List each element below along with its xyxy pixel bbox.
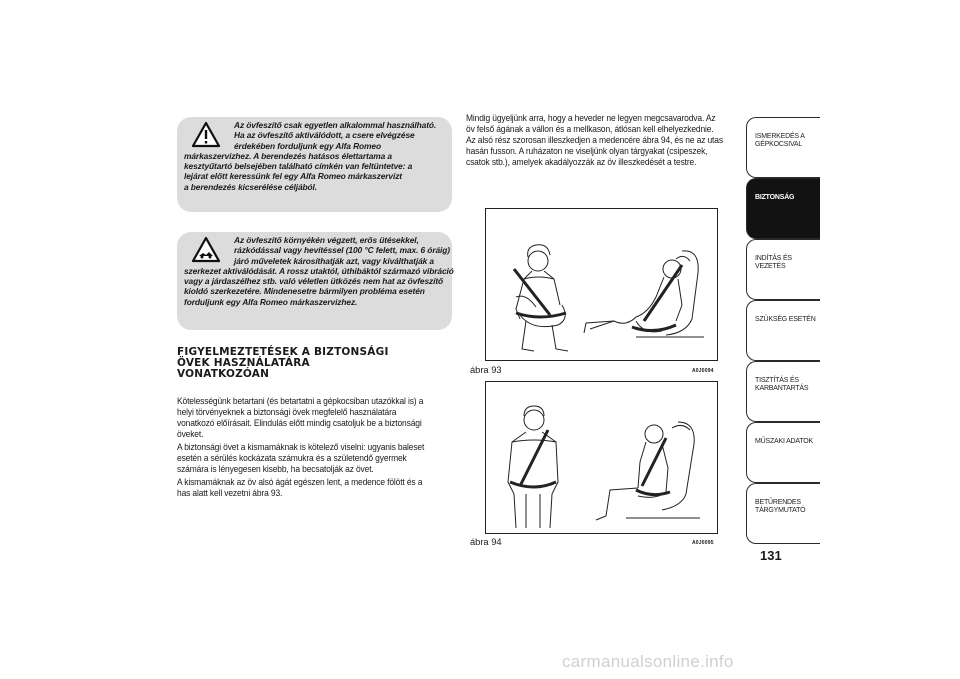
text-line: esetén a sérülés kockázata számukra és a születendő gyermek: [177, 453, 407, 463]
paragraph: [177, 477, 447, 499]
warning-line: márkaszervizhez. A berendezés hatásos élettartama a: [184, 150, 392, 161]
warning-line: kioldó szerkezetére. Mindenesetre bármilyen probléma esetén: [184, 286, 425, 297]
tab-szukseg[interactable]: [746, 300, 820, 361]
watermark: carmanualsonline.info: [562, 652, 734, 671]
left-body-text: [177, 396, 447, 501]
warning-text-2: [184, 235, 454, 307]
tab-tisztitas[interactable]: [746, 361, 820, 422]
warning-line: Ha az övfeszítő aktiválódott, a csere elvégzése: [234, 130, 415, 141]
tab-ismerkedes[interactable]: [746, 117, 820, 178]
heading-line: FIGYELMEZTETÉSEK A BIZTONSÁGI: [177, 346, 389, 358]
warning-line: lejárat előtt keressünk fel egy Alfa Romeo márkaszervizt: [184, 171, 402, 182]
page-number: 131: [760, 548, 782, 563]
warning-line: Az övfeszítő környékén végzett, erős ütésekkel,: [234, 235, 419, 245]
text-line: has alatt kell vezetni ábra 93.: [177, 488, 283, 498]
pregnant-seatbelt-illustration: [486, 209, 717, 360]
warning-line: rázkódással vagy hevítéssel (100 °C felett, max. 6 óráig): [234, 245, 450, 256]
figure-93-code: A0J0094: [692, 368, 714, 374]
figure-94-code: A0J0095: [692, 540, 714, 546]
tab-muszaki[interactable]: [746, 422, 820, 483]
tab-betutendes[interactable]: [746, 483, 820, 544]
text-line: Az alsó rész szorosan illeszkedjen a medencére ábra 94, és ne az utas: [466, 135, 723, 145]
figure-93-caption: ábra 93: [470, 365, 502, 375]
text-line: öv felső ágának a vállon és a mellkason, átlósan kell elhelyezkednie.: [466, 124, 714, 134]
paragraph: [177, 396, 447, 440]
chapter-tabs: [746, 117, 820, 544]
text-line: öveket.: [177, 429, 204, 439]
text-line: Mindig ügyeljünk arra, hogy a heveder ne legyen megcsavarodva. Az: [466, 113, 716, 123]
text-line: vonatkozó előírásait. Elindulás előtt mindig csatoljuk be a biztonsági: [177, 418, 422, 428]
text-line: Kötelességünk betartani (és betartatni a gépkocsiban utazókkal is) a: [177, 396, 424, 406]
warning-box-2: [177, 232, 452, 330]
heading-line: ÖVEK HASZNÁLATÁRA: [177, 357, 310, 369]
warning-line: forduljunk egy Alfa Romeo márkaszervizhez.: [184, 296, 358, 307]
tab-label: ISMERKEDÉS A GÉPKOCSIVAL: [755, 133, 805, 148]
text-line: csatok stb.), amelyek akadályozzák az öv illeszkedését a testre.: [466, 157, 697, 167]
warning-line: kesztyűtartó belsejében található címkén van feltüntetve: a: [184, 161, 413, 172]
tab-label: SZÜKSÉG ESETÉN: [755, 316, 816, 323]
figure-94-caption: ábra 94: [470, 537, 502, 547]
warning-line: vagy a járdaszélhez stb. való véletlen ütközés nem hat az övfeszítő: [184, 276, 444, 287]
paragraph: [177, 442, 447, 475]
text-line: hasán fusson. A ruházaton ne viseljünk olyan tárgyakat (csipeszek,: [466, 146, 708, 156]
warning-line: szerkezet aktiválódását. A rossz utaktól, úthibáktól származó vibráció: [184, 265, 454, 276]
text-line: A biztonsági övet a kismamáknak is kötelező viselni: ugyanis baleset: [177, 442, 425, 452]
warning-text-1: [184, 120, 444, 192]
warning-box-1: [177, 117, 452, 212]
tab-biztonsag[interactable]: [746, 178, 820, 239]
tab-inditas[interactable]: [746, 239, 820, 300]
figure-94-illustration: [485, 381, 718, 534]
warning-line: járó műveletek károsíthatják azt, vagy kiválthatják a: [234, 255, 434, 266]
figure-93-illustration: [485, 208, 718, 361]
section-heading: [177, 347, 452, 380]
tab-label: TISZTÍTÁS ÉS KARBANTARTÁS: [755, 377, 809, 392]
tab-label: BIZTONSÁG: [755, 194, 795, 201]
tab-label: BETŰRENDES TÁRGYMUTATÓ: [755, 499, 806, 514]
tab-label: MŰSZAKI ADATOK: [755, 438, 814, 445]
heading-line: VONATKOZÓAN: [177, 368, 270, 380]
seated-passenger-seatbelt-illustration: [486, 382, 717, 533]
text-line: helyi törvényeknek a biztonsági övek megfelelő használatára: [177, 407, 397, 417]
warning-line: a berendezés kicserélése céljából.: [184, 181, 318, 192]
warning-line: érdekében forduljunk egy Alfa Romeo: [234, 140, 381, 151]
text-line: A kismamáknak az öv alsó ágát egészen lent, a medence fölött és a: [177, 477, 423, 487]
tab-label: INDÍTÁS ÉS VEZETÉS: [755, 255, 792, 270]
warning-line: Az övfeszítő csak egyetlen alkalommal használható.: [234, 120, 437, 130]
right-body-text: [466, 113, 745, 168]
text-line: számára is lényegesen kisebb, ha becsatolják az övet.: [177, 464, 374, 474]
